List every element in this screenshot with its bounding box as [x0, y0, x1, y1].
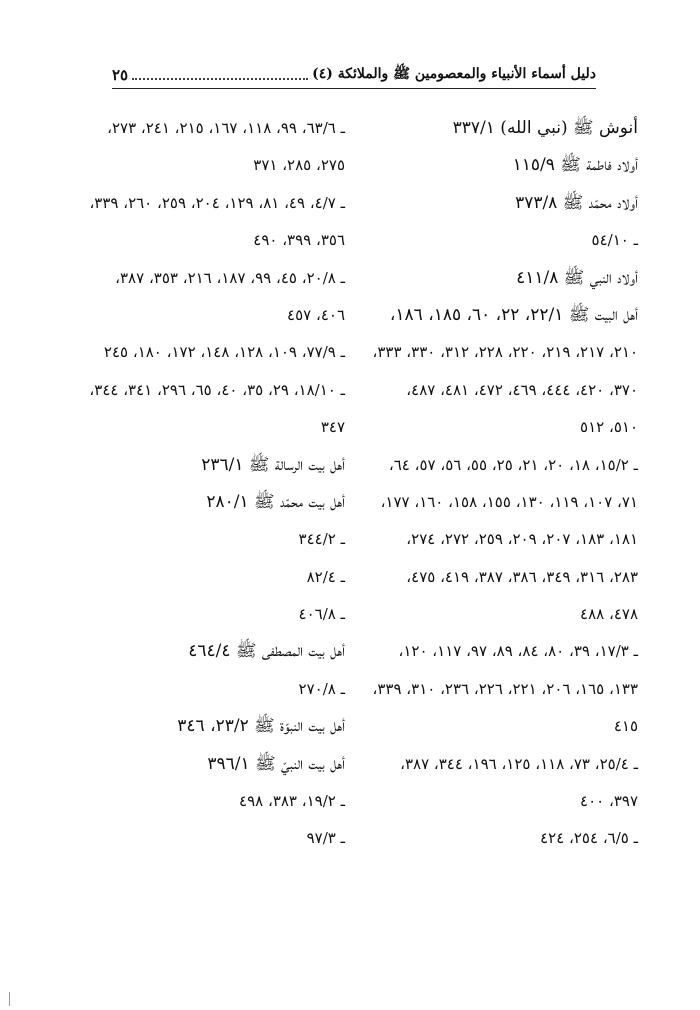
index-entry-heading: أهل بيت النبوّة ﷺ ٢٣/٢، ٣٤٦: [177, 716, 345, 737]
index-entry-heading: أولاد فاطمة ﷺ ١١٥/٩: [512, 155, 638, 176]
index-entry-references: ـ ٦/٥، ٢٥٤، ٤٢٤: [540, 829, 638, 848]
index-entry-references: ٢٨٣، ٣١٦، ٣٤٩، ٣٨٦، ٣٨٧، ٤١٩، ٤٧٥،: [406, 567, 638, 586]
index-entry-references: ـ ٩٧/٣: [306, 829, 345, 848]
index-entry-references: ـ ٧٧/٩، ١٠٩، ١٢٨، ١٤٨، ١٧٢، ١٨٠، ٢٤٥: [103, 343, 345, 362]
index-entry-heading: أهل بيت محمّد ﷺ ٢٨٠/١: [206, 491, 345, 512]
index-entry-references: ـ ٤/٧، ٤٩، ٨١، ١٢٩، ٢٠٤، ٢٥٩، ٢٦٠، ٣٣٩،: [89, 193, 345, 212]
index-entry-references: ١٨١، ١٨٣، ٢٠٧، ٢٠٩، ٢٥٩، ٢٧٢، ٢٧٤،: [406, 530, 638, 549]
index-entry-references: ـ ١٩/٢، ٣٨٣، ٤٩٨: [239, 792, 345, 811]
index-entry-heading: أهل البيت ﷺ ٢٢/١، ٢٢، ٦٠، ١٨٥، ١٨٦،: [389, 304, 638, 325]
index-entry-references: ٣٩٧، ٤٠٠: [580, 792, 638, 811]
index-entry-references: ٢١٠، ٢١٧، ٢١٩، ٢٢٠، ٢٢٨، ٣١٢، ٣٣٠، ٣٣٣،: [372, 343, 638, 362]
index-entry-heading: أهل بيت المصطفى ﷺ ٤٦٤/٤: [188, 641, 345, 662]
index-entry-heading: أولاد النبي ﷺ ٤١١/٨: [516, 267, 638, 288]
index-column-left: [90, 110, 345, 858]
index-entry-references: ـ ٢٧٠/٨: [298, 679, 345, 698]
index-entry-heading: أولاد محمّد ﷺ ٣٧٣/٨: [515, 192, 638, 213]
index-entry-references: ـ ٣٤٤/٢: [298, 530, 345, 549]
header-title: دليل أسماء الأنبياء والمعصومين ﷺ والملائكة (٤): [312, 66, 596, 82]
index-entry-references: ٣٤٧: [320, 418, 345, 437]
index-entry-references: ـ ٦٣/٦، ٩٩، ١١٨، ١٦٧، ٢١٥، ٢٤١، ٢٧٣،: [107, 119, 345, 137]
running-header: [112, 62, 596, 89]
index-entry-references: ٤٧٨، ٤٨٨: [580, 605, 638, 624]
header-dot-leader: [132, 66, 308, 80]
index-entry-references: ـ ١٧/٣، ٣٩، ٨٠، ٨٤، ٨٩، ٩٧، ١١٧، ١٢٠،: [398, 642, 638, 661]
index-entry-references: ١٣٣، ١٦٥، ٢٠٦، ٢٢١، ٢٢٦، ٢٣٦، ٣١٠، ٣٣٩،: [372, 679, 638, 698]
index-entry-references: ـ ٥٤/١٠: [591, 231, 638, 250]
index-entry-references: ـ ٨٢/٤: [306, 567, 345, 586]
index-entry-references: ـ ١٨/١٠، ٢٩، ٣٥، ٤٠، ٦٥، ٢٩٦، ٣٤١، ٣٤٤،: [89, 380, 345, 399]
index-entry-heading: أهل بيت الرسالة ﷺ ٢٣٦/١: [201, 454, 345, 475]
index-entry-references: ـ ٢٥/٤، ٧٣، ١١٨، ١٢٥، ١٩٦، ٣٤٤، ٣٨٧،: [400, 754, 638, 773]
index-entry-references: ٥١٠، ٥١٢: [580, 418, 638, 437]
index-entry-references: ٢٧٥، ٢٨٥، ٣٧١: [253, 156, 345, 175]
page-number: ٢٥: [112, 66, 129, 84]
index-entry-references: ٤١٥: [613, 717, 638, 736]
index-entry-references: ـ ٤٠٦/٨: [298, 605, 345, 624]
index-entry-heading: أهل بيت النبيّ ﷺ ٣٩٦/١: [207, 753, 345, 774]
index-entry-references: ـ ١٥/٢، ١٨، ٢٠، ٢١، ٢٥، ٥٥، ٥٦، ٥٧، ٦٤،: [388, 455, 638, 474]
index-entry-references: ٤٠٦، ٤٥٧: [287, 305, 345, 324]
index-entry-references: ٣٥٦، ٣٩٩، ٤٩٠: [253, 231, 345, 250]
scan-edge-mark: [9, 992, 10, 1006]
index-entry-references: ٣٧٠، ٤٢٠، ٤٤٤، ٤٦٩، ٤٧٢، ٤٨١، ٤٨٧،: [406, 380, 638, 399]
index-entry-references: ـ ٢٠/٨، ٤٥، ٩٩، ١٨٧، ٢١٦، ٣٥٣، ٣٨٧،: [115, 268, 345, 287]
index-entry-heading: أنوش ﷺ (نبي الله) ٣٣٧/١: [452, 118, 638, 138]
index-entry-references: ٧١، ١٠٧، ١١٩، ١٣٠، ١٥٥، ١٥٨، ١٦٠، ١٧٧،: [380, 492, 638, 511]
index-column-right: [363, 110, 638, 858]
